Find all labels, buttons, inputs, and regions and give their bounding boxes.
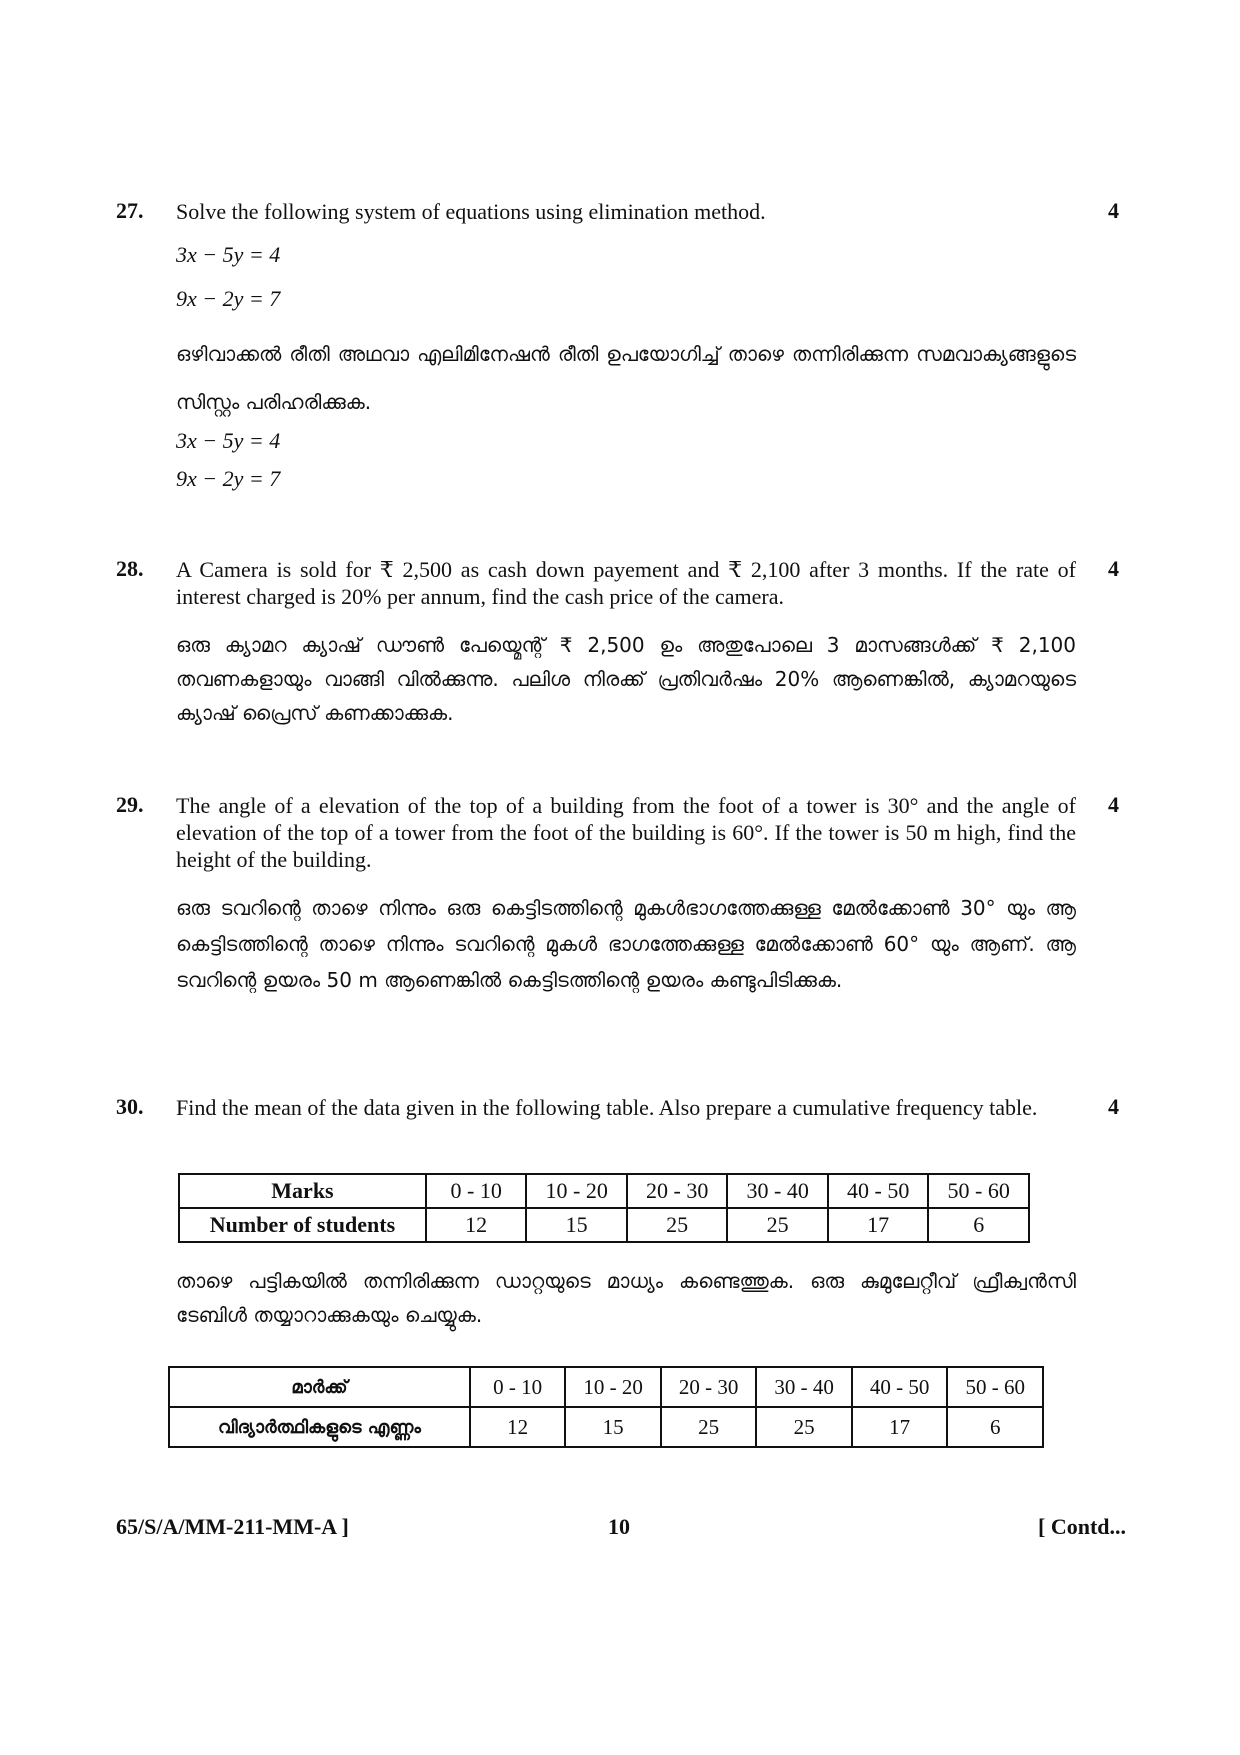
table-cell: 50 - 60: [928, 1174, 1029, 1208]
table-cell: 25: [627, 1208, 728, 1242]
table-cell: 40 - 50: [828, 1174, 929, 1208]
question-text-english: The angle of a elevation of the top of a building from the foot of a tower is 30° and the angle of elevation of the top of a tower from the foot of the building is 60°. If the tower is 50 m high, find the height of the building.: [176, 793, 1076, 872]
table-cell: 40 - 50: [852, 1367, 948, 1407]
table-cell: 0 - 10: [470, 1367, 566, 1407]
table-cell: 12: [470, 1407, 566, 1447]
table-cell: 10 - 20: [565, 1367, 661, 1407]
equation: 3x − 5y = 4: [176, 428, 281, 453]
table-row-header: വിദ്യാർത്ഥികളുടെ എണ്ണം: [169, 1407, 470, 1447]
question-number: 29.: [116, 792, 144, 817]
table-cell: 15: [565, 1407, 661, 1447]
question-text-english: A Camera is sold for ₹ 2,500 as cash down payement and ₹ 2,100 after 3 months. If the rate of interest charged is 20% per annum, find the cash price of the camera.: [176, 557, 1076, 609]
footer-contd: [ Contd...: [1038, 1514, 1127, 1539]
question-text-malayalam: ഒഴിവാക്കൽ രീതി അഥവാ എലിമിനേഷൻ രീതി ഉപയോഗിച്ച് താഴെ തന്നിരിക്കുന്ന സമവാക്യങ്ങളുടെ സിസ്റ്റം പരിഹരിക്കുക.: [176, 342, 1076, 414]
table-cell: 20 - 30: [627, 1174, 728, 1208]
table-row-header: മാർക്ക്: [169, 1367, 470, 1407]
footer-page-number: 10: [608, 1514, 630, 1539]
table-cell: 17: [852, 1407, 948, 1447]
question-marks: 4: [1108, 198, 1119, 223]
question-text-english: Find the mean of the data given in the following table. Also prepare a cumulative frequency table.: [176, 1095, 1038, 1120]
question-marks: 4: [1108, 556, 1119, 581]
table-cell: 25: [661, 1407, 757, 1447]
question-text-english: Solve the following system of equations using elimination method.: [176, 199, 766, 224]
equation: 9x − 2y = 7: [176, 466, 281, 491]
table-row-header: Marks: [179, 1174, 426, 1208]
table-row-header: Number of students: [179, 1208, 426, 1242]
frequency-table-english: [178, 1173, 1030, 1243]
table-cell: 0 - 10: [426, 1174, 527, 1208]
question-marks: 4: [1108, 792, 1119, 817]
table-cell: 17: [828, 1208, 929, 1242]
frequency-table-malayalam: [168, 1366, 1044, 1448]
table-cell: 20 - 30: [661, 1367, 757, 1407]
table-cell: 30 - 40: [756, 1367, 852, 1407]
table-cell: 25: [727, 1208, 828, 1242]
equation: 3x − 5y = 4: [176, 242, 281, 267]
question-number: 27.: [116, 198, 144, 223]
question-number: 28.: [116, 556, 144, 581]
table-cell: 12: [426, 1208, 527, 1242]
question-text-malayalam: താഴെ പട്ടികയിൽ തന്നിരിക്കുന്ന ഡാറ്റയുടെ മാധ്യം കണ്ടെത്തുക. ഒരു കുമുലേറ്റീവ് ഫ്രീക്വൻസി ടേബിൾ തയ്യാറാക്കുകയും ചെയ്യുക.: [176, 1269, 1076, 1327]
question-number: 30.: [116, 1094, 144, 1119]
table-cell: 6: [947, 1407, 1043, 1447]
footer-paper-code: 65/S/A/MM-211-MM-A ]: [116, 1514, 349, 1539]
question-marks: 4: [1108, 1094, 1119, 1119]
table-cell: 25: [756, 1407, 852, 1447]
question-text-malayalam: ഒരു ടവറിന്റെ താഴെ നിന്നും ഒരു കെട്ടിടത്തിന്റെ മുകൾഭാഗത്തേക്കുള്ള മേൽക്കോൺ 30° യും ആ കെട്ടിടത്തിന്റെ താഴെ നിന്നും ടവറിന്റെ മുകൾ ഭാഗത്തേക്കുള്ള മേൽക്കോൺ 60° യും ആണ്. ആ ടവറിന്റെ ഉയരം 50 m ആണെങ്കിൽ കെട്ടിടത്തിന്റെ ഉയരം കണ്ടുപിടിക്കുക.: [176, 896, 1076, 992]
table-cell: 30 - 40: [727, 1174, 828, 1208]
equation: 9x − 2y = 7: [176, 286, 281, 311]
question-text-malayalam: ഒരു ക്യാമറ ക്യാഷ് ഡൗൺ പേയ്മെന്റ് ₹ 2,500 ഉം അതുപോലെ 3 മാസങ്ങൾക്ക് ₹ 2,100 തവണകളായും വാങ്ങി വിൽക്കുന്നു. പലിശ നിരക്ക് പ്രതിവർഷം 20% ആണെങ്കിൽ, ക്യാമറയുടെ ക്യാഷ് പ്രൈസ് കണക്കാക്കുക.: [176, 633, 1076, 725]
table-cell: 15: [526, 1208, 627, 1242]
table-cell: 50 - 60: [947, 1367, 1043, 1407]
table-cell: 6: [928, 1208, 1029, 1242]
table-cell: 10 - 20: [526, 1174, 627, 1208]
